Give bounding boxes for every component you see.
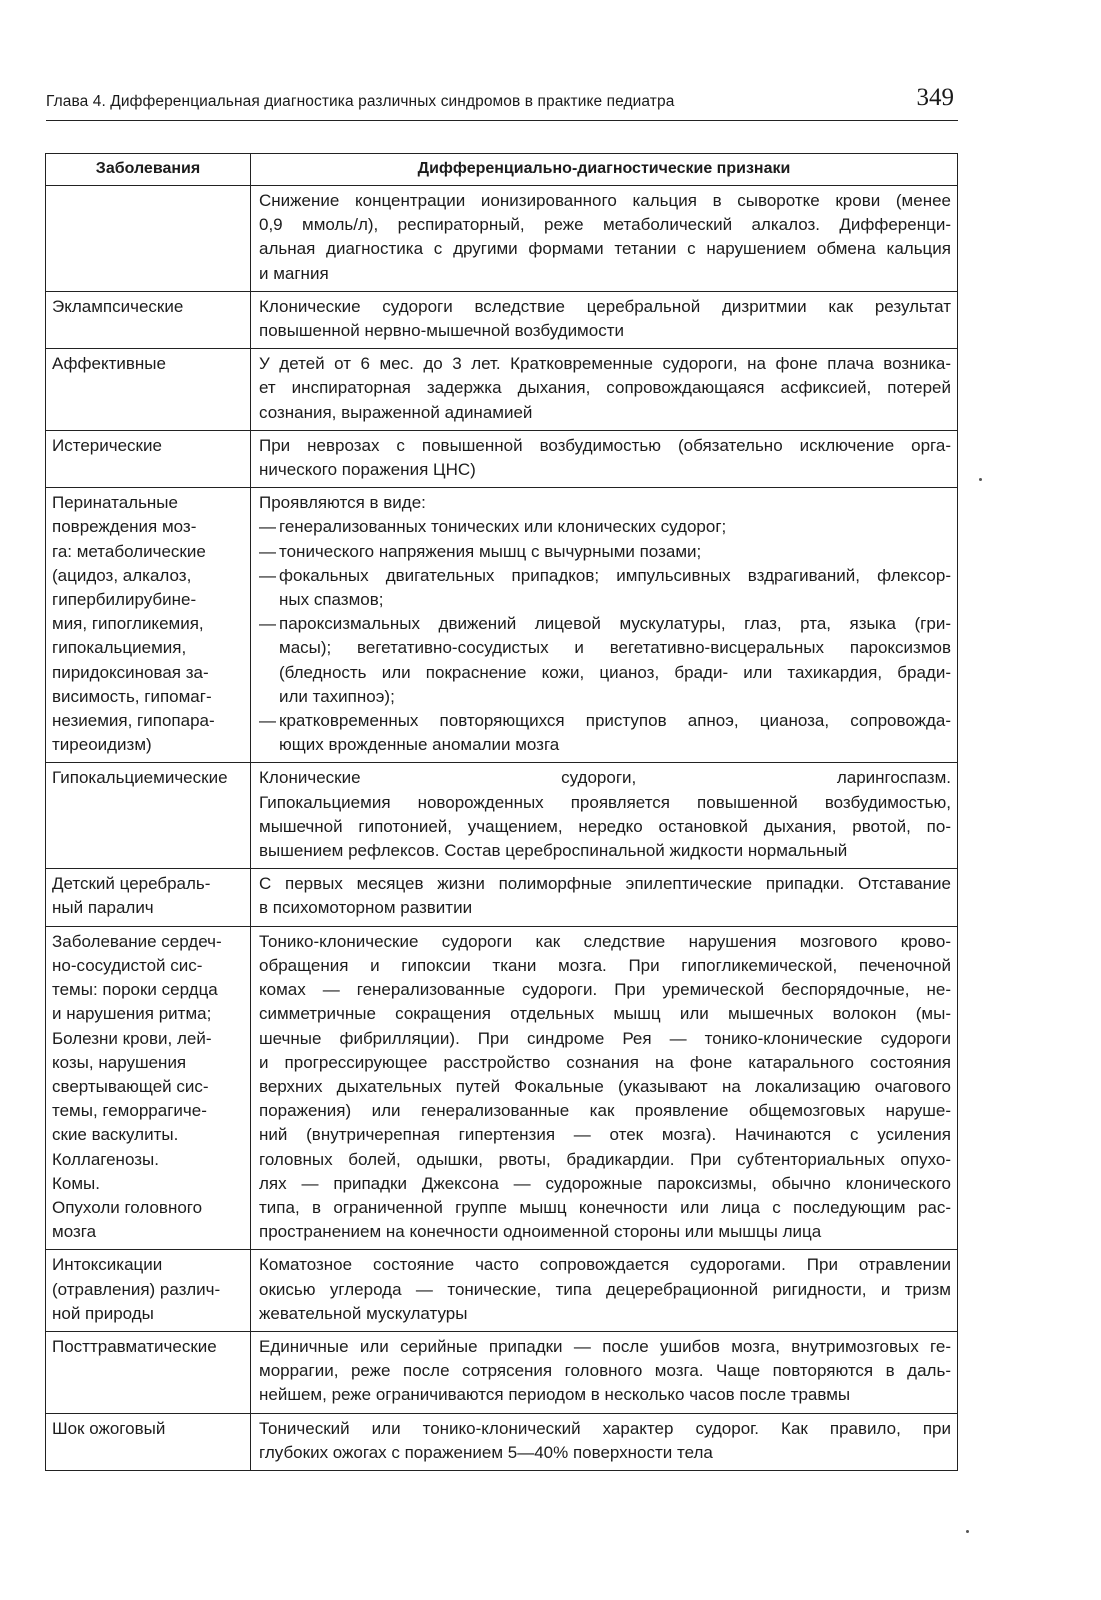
signs-cell	[251, 488, 958, 763]
dash-marker: —	[259, 614, 276, 634]
dash-marker: —	[259, 541, 276, 561]
chapter-title: Глава 4. Дифференциальная диагностика различных синдромов в практике педиатра	[46, 93, 675, 110]
table-row	[46, 1250, 958, 1332]
text-line: мозга	[52, 1222, 97, 1242]
text-line: темы, геморрагиче-	[52, 1101, 207, 1121]
text-line: гипокальциемия,	[52, 638, 187, 658]
text-line: симметричные сокращения отдельных мышц или мышечных волокон (мы-	[259, 1004, 951, 1024]
diagnosis-table	[45, 153, 958, 1471]
dash-marker: —	[259, 565, 276, 585]
text-line: окисью углерода — тонические, типа децеребрационной ригидности, и тризм	[259, 1279, 951, 1299]
scan-speck	[979, 478, 982, 481]
text-line: Коллагенозы.	[52, 1149, 159, 1169]
signs-cell	[251, 1413, 958, 1470]
text-line: комах — генерализованные судороги. При уремической беспорядочные, не-	[259, 980, 951, 1000]
text-line: масы); вегетативно-сосудистых и вегетативно-висцеральных пароксизмов	[279, 638, 951, 658]
text-line: мышечной гипотонией, учащением, нередко остановкой дыхания, рвотой, по-	[259, 816, 951, 836]
text-line: Перинатальные	[52, 493, 178, 513]
text-line: и нарушения ритма;	[52, 1004, 212, 1024]
table-row	[46, 430, 958, 487]
table-row	[46, 763, 958, 869]
bullet-item	[259, 612, 951, 709]
text-line: Клонические судороги вследствие церебральной дизритмии как результат	[259, 296, 951, 316]
table-row	[46, 1413, 958, 1470]
bullet-item	[259, 709, 951, 757]
text-line: Тонико-клонические судороги как следствие нарушения мозгового крово-	[259, 931, 951, 951]
text-line: обращения и гипоксии ткани мозга. При гипогликемической, печеночной	[259, 955, 951, 975]
page-number: 349	[916, 84, 954, 111]
text-line: Гипокальциемия новорожденных проявляется повышенной возбудимостью,	[259, 792, 951, 812]
text-line: ных спазмов;	[279, 590, 384, 610]
signs-cell	[251, 291, 958, 348]
text-line: повреждения моз-	[52, 517, 197, 537]
disease-cell	[46, 186, 251, 292]
text-line: ний (внутричерепная гипертензия — отек мозга). Начинаются с усиления	[259, 1125, 951, 1145]
text-line: ет инспираторная задержка дыхания, сопровождающаяся асфиксией, потерей	[259, 378, 951, 398]
text-line: ские васкулиты.	[52, 1125, 179, 1145]
text-line: головных болей, одышки, рвоты, брадикардии. При субтенториальных опухо-	[259, 1149, 951, 1169]
text-line: Клонические судороги, ларингоспазм.	[259, 768, 951, 788]
text-line: Тонический или тонико-клонический характер судорог. Как правило, при	[259, 1418, 951, 1438]
disease-cell	[46, 869, 251, 926]
text-line: При неврозах с повышенной возбудимостью (обязательно исключение орга-	[259, 435, 951, 455]
text-line: сознания, выраженной адинамией	[259, 402, 533, 422]
text-line: Детский церебраль-	[52, 874, 211, 894]
signs-cell	[251, 926, 958, 1250]
table-row	[46, 186, 958, 292]
page-header	[46, 84, 958, 121]
text-line: лях — припадки Джексона — судорожные пароксизмы, обычно клонического	[259, 1173, 951, 1193]
table-row	[46, 488, 958, 763]
text-line: ной природы	[52, 1303, 154, 1323]
text-line: вышением рефлексов. Состав цереброспинальной жидкости нормальный	[259, 841, 848, 861]
text-line: Эклампсические	[52, 296, 184, 316]
signs-cell	[251, 186, 958, 292]
table-body	[46, 186, 958, 1471]
text-line: Истерические	[52, 435, 162, 455]
text-line: Посттравматические	[52, 1336, 217, 1356]
text-line: фокальных двигательных припадков; импульсивных вздрагиваний, флексор-	[279, 565, 951, 585]
text-line: и прогрессирующее расстройство сознания на фоне катарального состояния	[259, 1052, 951, 1072]
text-line: шечные фибрилляции). При синдроме Рея — тонико-клонические судороги	[259, 1028, 951, 1048]
text-line: пароксизмальных движений лицевой мускулатуры, глаз, рта, языка (гри-	[279, 614, 951, 634]
disease-cell	[46, 1413, 251, 1470]
disease-cell	[46, 291, 251, 348]
table-header-row	[46, 154, 958, 186]
text-line: тиреоидизм)	[52, 735, 152, 755]
text-line: мия, гипогликемия,	[52, 614, 204, 634]
text-line: (бледность или покраснение кожи, цианоз, бради- или тахикардия, бради-	[279, 662, 951, 682]
text-line: поражения) или генерализованные как проявление общемозговых наруше-	[259, 1101, 951, 1121]
text-line: альная диагностика с другими формами тетании с нарушением обмена кальция	[259, 239, 951, 259]
text-line: Коматозное состояние часто сопровождается судорогами. При отравлении	[259, 1255, 951, 1275]
disease-cell	[46, 488, 251, 763]
table-row	[46, 926, 958, 1250]
bullet-item	[259, 515, 951, 539]
text-line: 0,9 ммоль/л), респираторный, реже метаболический алкалоз. Дифференци-	[259, 215, 951, 235]
text-line: (отравления) различ-	[52, 1279, 221, 1299]
column-header-diseases: Заболевания	[46, 154, 251, 186]
dash-marker: —	[259, 711, 276, 731]
text-line: моррагии, реже после сотрясения головного мозга. Чаще повторяются в даль-	[259, 1361, 951, 1381]
text-line: Единичные или серийные припадки — после ушибов мозга, внутримозговых ге-	[259, 1336, 951, 1356]
text-line: Заболевание сердеч-	[52, 931, 222, 951]
text-line: Интоксикации	[52, 1255, 163, 1275]
table-row	[46, 1331, 958, 1413]
text-line: Болезни крови, лей-	[52, 1028, 212, 1048]
text-line: висимость, гипомаг-	[52, 686, 212, 706]
text-line: Шок ожоговый	[52, 1418, 166, 1438]
text-line: Снижение концентрации ионизированного кальция в сыворотке крови (менее	[259, 191, 951, 210]
signs-cell	[251, 430, 958, 487]
text-line: гипербилирубине-	[52, 590, 197, 610]
text-line: пиридоксиновая за-	[52, 662, 209, 682]
column-header-signs: Дифференциально-диагностические признаки	[251, 154, 958, 186]
text-line: ный паралич	[52, 898, 154, 918]
text-line: нического поражения ЦНС)	[259, 460, 476, 480]
bullet-item	[259, 564, 951, 612]
table-row	[46, 869, 958, 926]
text-line: верхних дыхательных путей Фокальные (указывают на локализацию очагового	[259, 1076, 951, 1096]
text-line: Комы.	[52, 1173, 100, 1193]
text-line: глубоких ожогах с поражением 5—40% поверхности тела	[259, 1442, 713, 1462]
text-line: в психомоторном развитии	[259, 898, 473, 918]
text-line: свертывающей сис-	[52, 1076, 209, 1096]
text-line: (ацидоз, алкалоз,	[52, 565, 192, 585]
text-line: нейшем, реже ограничиваются периодом в несколько часов после травмы	[259, 1385, 851, 1405]
text-line: С первых месяцев жизни полиморфные эпилептические припадки. Отставание	[259, 874, 951, 894]
text-line: незиемия, гипопара-	[52, 711, 215, 731]
signs-cell	[251, 763, 958, 869]
dash-marker: —	[259, 517, 276, 537]
text-line: и магния	[259, 263, 329, 283]
signs-cell	[251, 1331, 958, 1413]
text-line: кратковременных повторяющихся приступов апноэ, цианоза, сопровожда-	[279, 711, 951, 731]
text-line: повышенной нервно-мышечной возбудимости	[259, 321, 624, 341]
text-line: Гипокальциемические	[52, 768, 228, 788]
bullet-item	[259, 540, 951, 564]
text-line: козы, нарушения	[52, 1052, 187, 1072]
scan-speck	[966, 1530, 969, 1533]
text-line: У детей от 6 мес. до 3 лет. Кратковременные судороги, на фоне плача возника-	[259, 354, 951, 374]
disease-cell	[46, 763, 251, 869]
disease-cell	[46, 926, 251, 1250]
text-line: га: метаболические	[52, 541, 206, 561]
text-line: Проявляются в виде:	[259, 493, 426, 513]
text-line: или тахипноэ);	[279, 686, 395, 706]
text-line: темы: пороки сердца	[52, 980, 218, 1000]
disease-cell	[46, 430, 251, 487]
disease-cell	[46, 1250, 251, 1332]
text-line: тонического напряжения мышц с вычурными позами;	[279, 541, 702, 561]
signs-cell	[251, 869, 958, 926]
text-line: жевательной мускулатуры	[259, 1303, 468, 1323]
text-line: ющих врожденные аномалии мозга	[279, 735, 560, 755]
table-row	[46, 349, 958, 431]
text-line: но-сосудистой сис-	[52, 955, 203, 975]
text-line: генерализованных тонических или клонических судорог;	[279, 517, 727, 537]
text-line: Опухоли головного	[52, 1197, 203, 1217]
disease-cell	[46, 1331, 251, 1413]
text-line: Аффективные	[52, 354, 166, 374]
text-line: типа, в ограниченной группе мышц конечности или лица с последующим рас-	[259, 1197, 951, 1217]
text-line: пространением на конечности одноименной стороны или мышцы лица	[259, 1222, 822, 1242]
disease-cell	[46, 349, 251, 431]
signs-cell	[251, 349, 958, 431]
table-row	[46, 291, 958, 348]
signs-cell	[251, 1250, 958, 1332]
